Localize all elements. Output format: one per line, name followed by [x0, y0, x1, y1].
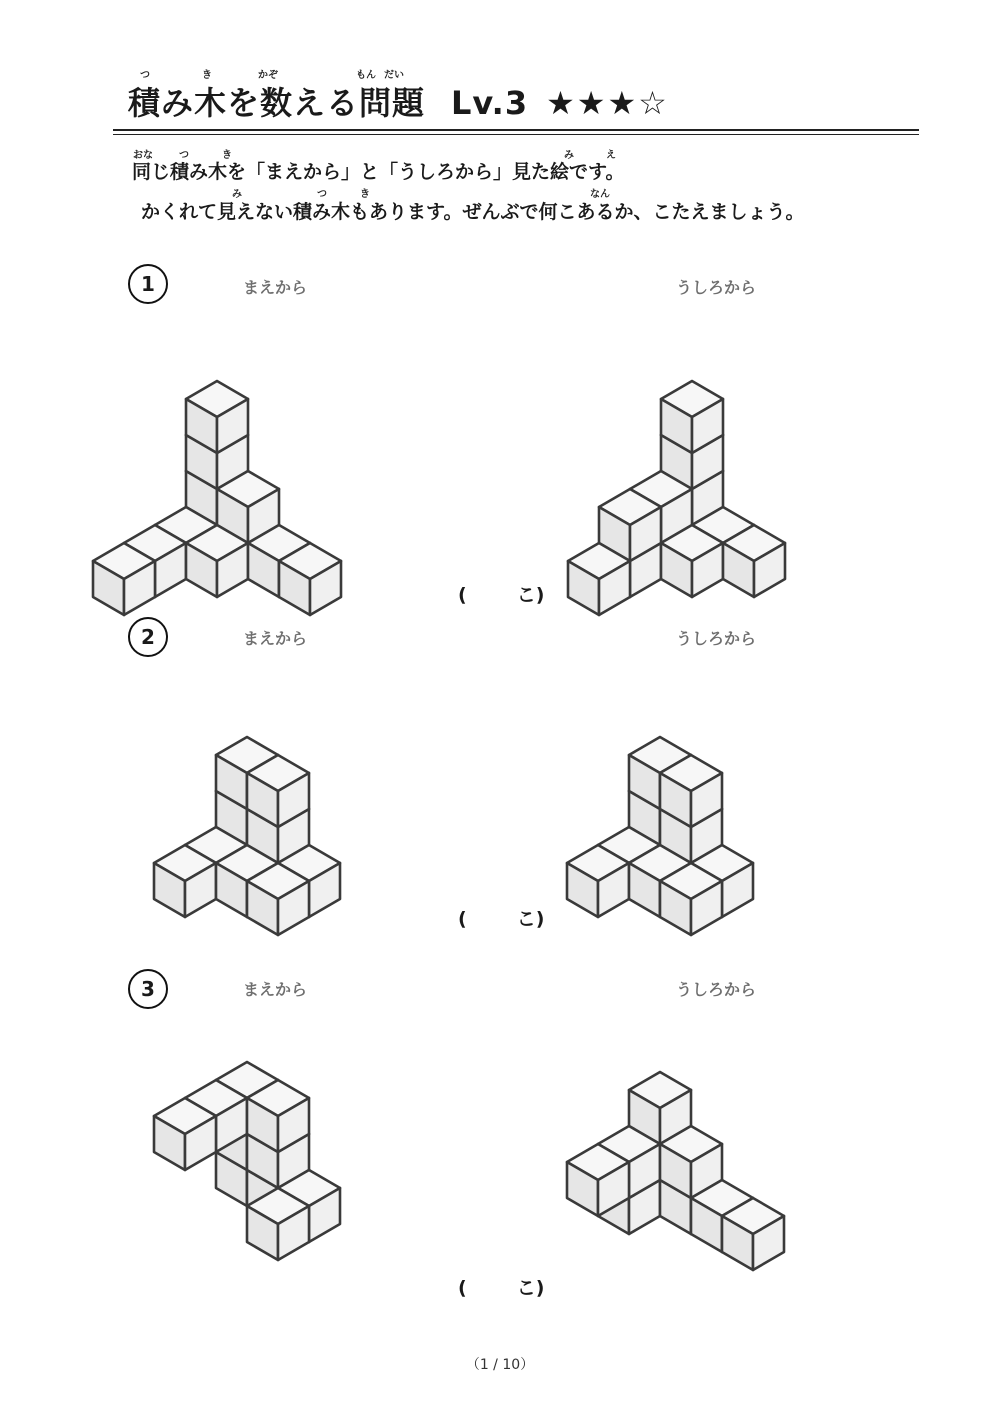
cube-figure-back-3	[600, 1030, 860, 1270]
cube-figure-front-3	[155, 1040, 415, 1280]
title-ruby-1: つ	[140, 70, 150, 81]
answer-blank-1[interactable]	[458, 580, 544, 607]
answer-blank-2[interactable]	[458, 904, 544, 931]
instr2-ruby-2: つ	[317, 189, 327, 200]
page-title	[128, 78, 669, 124]
cube-figure-back-2	[600, 710, 860, 950]
answer-blank-3[interactable]	[458, 1273, 544, 1300]
instruction-line-1: 同じ積み木を「まえから」と「うしろから」見た絵です。	[132, 161, 625, 183]
answer-unit-1: こ)	[516, 584, 545, 606]
difficulty-stars: ★★★☆	[546, 84, 669, 122]
page-number: （1 / 10）	[465, 1357, 535, 1373]
front-view-label-1: まえから	[243, 278, 308, 297]
front-view-label-3: まえから	[243, 980, 308, 999]
answer-open-paren-2: (	[458, 908, 467, 930]
instr-ruby-2: つ	[179, 150, 189, 161]
instr-ruby-3: き	[222, 150, 232, 161]
front-view-label-2: まえから	[243, 629, 308, 648]
title-text: 積み木を数える問題	[128, 84, 426, 122]
problem-number-2: 2	[128, 617, 168, 657]
title-ruby-5: だい	[384, 70, 404, 81]
problem-number-1: 1	[128, 264, 168, 304]
cube-figure-back-1	[600, 340, 860, 610]
problem-number-3: 3	[128, 969, 168, 1009]
answer-unit-2: こ)	[516, 908, 545, 930]
cube-figure-front-2	[155, 690, 415, 930]
answer-open-paren-1: (	[458, 584, 467, 606]
back-view-label-3: うしろから	[676, 980, 757, 999]
title-ruby-4: もん	[356, 70, 376, 81]
instruction-line-2: かくれて見えない積み木もあります。ぜんぶで何こあるか、こたえましょう。	[141, 201, 805, 223]
cube-figure-front-1	[155, 305, 415, 575]
title-divider-top	[113, 129, 919, 131]
answer-unit-3: こ)	[516, 1277, 545, 1299]
instr2-ruby-3: き	[360, 189, 370, 200]
instr-ruby-5: え	[606, 150, 616, 161]
back-view-label-1: うしろから	[676, 278, 757, 297]
instr-ruby-4: み	[564, 150, 574, 161]
title-row	[128, 58, 928, 128]
title-ruby-3: かぞ	[258, 70, 278, 81]
answer-open-paren-3: (	[458, 1277, 467, 1299]
instr-ruby-1: おな	[133, 150, 153, 161]
title-ruby-2: き	[202, 70, 212, 81]
instr2-ruby-1: み	[232, 189, 242, 200]
back-view-label-2: うしろから	[676, 629, 757, 648]
instr2-ruby-4: なん	[590, 189, 610, 200]
title-divider-bottom	[113, 134, 919, 135]
level-label: Lv.3	[451, 84, 529, 122]
